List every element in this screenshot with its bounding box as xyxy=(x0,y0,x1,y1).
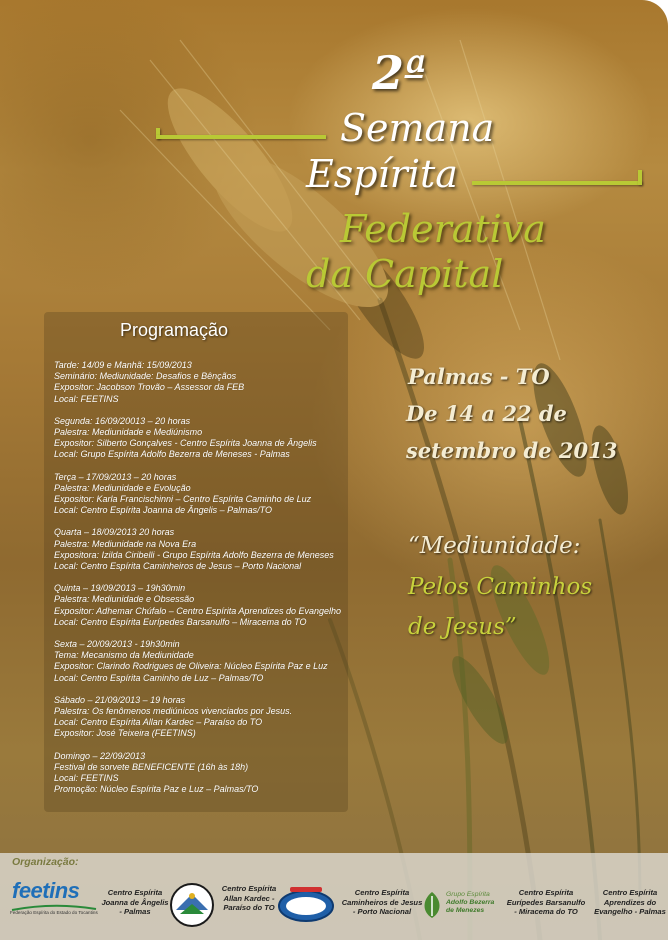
program-line: Local: Grupo Espírita Adolfo Bezerra de Meneses - Palmas xyxy=(54,449,290,460)
program-line: Expositor: Silberto Gonçalves - Centro Espírita Joanna de Ângelis xyxy=(54,438,317,449)
program-day xyxy=(54,695,354,740)
org-aprendizes-do-evangelho: Centro Espírita Aprendizes do Evangelho - Palmas xyxy=(594,888,666,916)
program-line: Expositor: José Teixeira (FEETINS) xyxy=(54,728,196,739)
program-day xyxy=(54,751,354,796)
title-rule-right-tick xyxy=(638,170,642,185)
program-line: Segunda: 16/09/20013 – 20 horas xyxy=(54,415,191,426)
program-day xyxy=(54,416,354,461)
feetins-wordmark: feetins xyxy=(12,878,80,903)
org-euripedes-barsanulfo: Centro Espírita Eurípedes Barsanulfo - Miracema do TO xyxy=(506,888,586,916)
bezerra-de-menezes-logo: Grupo Espírita Adolfo Bezerra de Menezes xyxy=(420,888,498,922)
org-joanna-de-angelis: Centro Espírita Joanna de Ângelis - Palmas xyxy=(101,888,169,916)
program-day xyxy=(54,360,354,405)
program-line: Local: Centro Espírita Joanna de Ângelis – Palmas/TO xyxy=(54,505,272,516)
program-line: Sexta – 20/09/2013 - 19h30min xyxy=(54,639,180,650)
event-city: Palmas - TO xyxy=(408,364,550,389)
program-line: Local: Centro Espírita Caminheiros de Jesus – Porto Nacional xyxy=(54,561,302,572)
program-line: Festival de sorvete BENEFICENTE (16h às 18h) xyxy=(54,761,249,772)
theme-line3: de Jesus” xyxy=(408,614,517,640)
program-line: Palestra: Mediunidade e Mediúnismo xyxy=(54,427,203,438)
program-line: Expositor: Clarindo Rodrigues de Oliveira: Núcleo Espírita Paz e Luz xyxy=(54,661,328,672)
organizers-label: Organização: xyxy=(12,856,79,868)
caminheiros-de-jesus-logo-icon xyxy=(276,884,336,924)
program-line: Palestra: Mediunidade na Nova Era xyxy=(54,538,197,549)
event-dates-line2: setembro de 2013 xyxy=(406,438,618,463)
org-allan-kardec: Centro Espírita Allan Kardec - Paraíso do TO xyxy=(221,884,277,912)
theme-line2: Pelos Caminhos xyxy=(408,574,593,600)
program-day xyxy=(54,639,354,684)
org-caminheiros-de-jesus: Centro Espírita Caminheiros de Jesus - Porto Nacional xyxy=(341,888,423,916)
program-line: Local: Centro Espírita Caminho de Luz – Palmas/TO xyxy=(54,672,264,683)
caminho-de-luz-logo-icon xyxy=(170,880,214,930)
program-line: Expositor: Adhemar Chúfalo – Centro Espírita Aprendizes do Evangelho xyxy=(54,605,341,616)
program-line: Domingo – 22/09/2013 xyxy=(54,750,146,761)
title-espirita: Espírita xyxy=(306,152,458,196)
program-line: Palestra: Os fenômenos mediúnicos vivenciados por Jesus. xyxy=(54,706,293,717)
program-line: Quarta – 18/09/2013 20 horas xyxy=(54,527,175,538)
title-da-capital: da Capital xyxy=(306,252,504,296)
title-semana: Semana xyxy=(340,106,495,150)
program-line: Sábado – 21/09/2013 – 19 horas xyxy=(54,694,186,705)
program-line: Local: FEETINS xyxy=(54,393,119,404)
program-day xyxy=(54,472,354,517)
program-line: Terça – 17/09/2013 – 20 horas xyxy=(54,471,177,482)
program-line: Expositor: Karla Francischinni – Centro Espírita Caminho de Luz xyxy=(54,494,312,505)
program-line: Quinta – 19/09/2013 – 19h30min xyxy=(54,583,186,594)
program-line: Tarde: 14/09 e Manhã: 15/09/2013 xyxy=(54,360,192,370)
bezerra-leaf-icon xyxy=(420,890,444,920)
programacao-list xyxy=(54,360,354,807)
title-federativa: Federativa xyxy=(340,207,546,251)
program-line: Palestra: Mediunidade e Evolução xyxy=(54,482,191,493)
feetins-subtitle: Federação Espírita do Estado do Tocantins xyxy=(10,910,98,915)
edition-ordinal: 2ª xyxy=(372,46,427,100)
event-dates-line1: De 14 a 22 de xyxy=(406,401,567,426)
program-day xyxy=(54,527,354,572)
program-line: Promoção: Núcleo Espírita Paz e Luz – Palmas/TO xyxy=(54,784,259,795)
program-line: Palestra: Mediunidade e Obsessão xyxy=(54,594,195,605)
program-day xyxy=(54,583,354,628)
program-line: Seminário: Mediunidade: Desafios e Bênçãos xyxy=(54,371,237,382)
programacao-heading: Programação xyxy=(120,320,229,340)
title-rule-left xyxy=(156,135,326,139)
program-line: Expositora: Izilda Ciribelli - Grupo Espírita Adolfo Bezerra de Meneses xyxy=(54,549,334,560)
program-line: Local: Centro Espírita Eurípedes Barsanulfo – Miracema do TO xyxy=(54,616,307,627)
program-line: Tema: Mecanismo da Mediunidade xyxy=(54,650,194,661)
program-line: Expositor: Jacobson Trovão – Assessor da FEB xyxy=(54,382,245,393)
program-line: Local: FEETINS xyxy=(54,773,119,784)
title-rule-right xyxy=(472,181,642,185)
program-line: Local: Centro Espírita Allan Kardec – Paraíso do TO xyxy=(54,717,263,728)
feetins-logo xyxy=(10,878,98,926)
theme-line1: “Mediunidade: xyxy=(408,533,581,559)
